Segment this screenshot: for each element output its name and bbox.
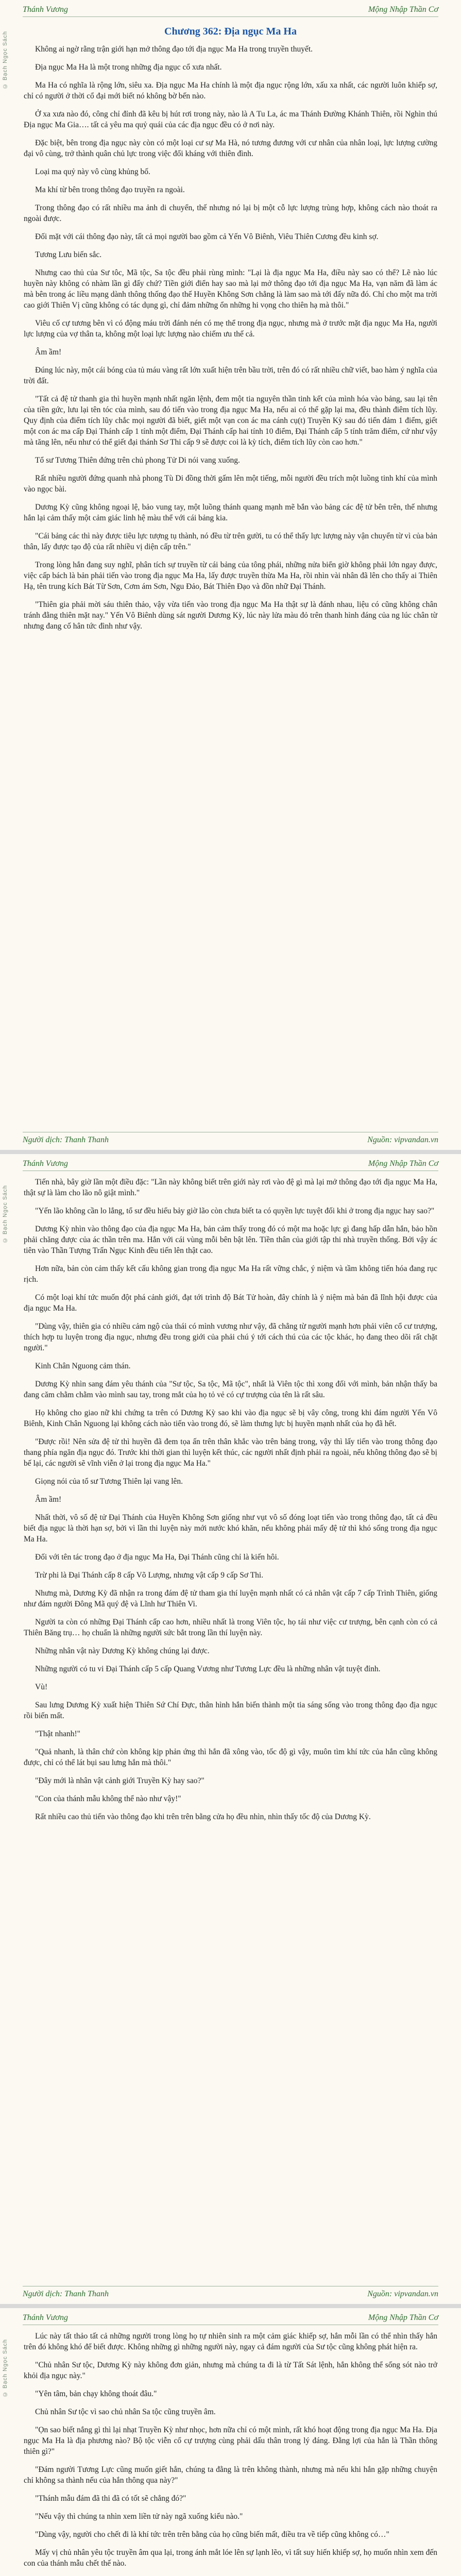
paragraph: Hơn nữa, bản còn cảm thấy kết cấu không gian trong địa ngục Ma Ha rất vững chắc, ý niệm và tầm không tiến hóa đang rục rịch. — [24, 1264, 437, 1284]
page-body — [24, 23, 437, 1127]
page-header — [23, 1157, 438, 1171]
paragraph: "Nếu vậy thì chúng ta nhìn xem liền tử này ngã xuống kiểu nào." — [35, 2512, 243, 2521]
paragraph: Ma Ha có nghĩa là rộng lớn, siêu xa. Địa ngục Ma Ha chính là một địa ngục rộng lớn, xấu xa nhất, các người luôn khiếp sợ, chỉ có người ở thời cổ đại mới biết nó không bờ bến nào. — [24, 81, 437, 100]
footer-translator: Người dịch: Thanh Thanh — [23, 2290, 109, 2298]
paragraph: Nhưng cao thủ của Sư tôc, Mã tộc, Sa tộc đều phải rùng mình: "Lại là địa ngục Ma Ha, điều này sao có thể? Lẽ nào lúc huyền này không có nhàm lần gì đấy chứ? Tiền giới điển hay sao mà lại mở thông đạo tới địa ngục Ma Ha, vạn năm đã làm ác mà bên trong ác liều mạng dành thông thống đạo thế Huyền Không Sơn chẳng là làm sao mà tới đấy nữa đó. Chỉ cho một ma trời cao giới Thiên Vị cũng không có tác dụng gì, chỉ đảm những ổn những hi vọng cho thiên hạ mà thôi." — [24, 268, 437, 310]
paragraph: "Con của thánh mẫu không thể nào như vậy!" — [35, 1794, 181, 1803]
paragraph: Loại ma quỷ này vô cùng khủng bố. — [35, 167, 150, 176]
paragraph: "Ọn sao biết nắng gì thì lại nhạt Truyền Kỳ như nhọc, hơn nữa chỉ có một mình, rất khó hoạt động trong địa ngục Ma Ha. Địa ngục Ma Ha là địa phương nào? Bộ tộc viễn cổ cự trượng cùng phải dấu thân trong lý đáng. Đằng lợi của hắn là Thần thông thiên gì?" — [24, 2426, 437, 2456]
paragraph: "Yên tâm, bản chạy không thoát đâu." — [35, 2389, 157, 2398]
paragraph: "Yến lão không cần lo lắng, tổ sư đều hiểu bảy giờ lão còn chưa biết ta có quyền lực tuyệt đối khi ở trong địa ngục hay sao?" — [35, 1207, 435, 1215]
footer-source: Nguồn: vipvandan.vn — [367, 1136, 438, 1144]
header-book-title: Thánh Vương — [23, 5, 68, 14]
document-page-1 — [0, 0, 461, 1150]
paragraph: Trong lòng hắn đang suy nghĩ, phân tích sự truyền từ cái bảng của tông phái, những nửa biển giờ không phải lớn ngay được, việc cấp bách là bản phải tiến vào trong địa ngục Ma Ha, lấy được truyền thừa Ma Ha, rồi nhìn vài nhân đã lên cho thấy ai Thiên Hạ, tên trung kích Bát Từ Sơn, Cơm ám Sơn, Ngu Đảo, Bát Thiên Đạo và đồn nhữ Đại Thánh. — [24, 561, 437, 591]
page-1-paragraphs — [24, 44, 437, 632]
document-page-2 — [0, 1154, 461, 2304]
paragraph: "Dùng vậy, người cho chết đi là khí tức trên trên bằng của họ cũng biến mất, điều tra về tiếp cũng không có…" — [35, 2530, 389, 2539]
paragraph: Trừ phi là Đại Thánh cấp 8 cấp Võ Lượng, nhưng vật cấp 9 cấp Sơ Thi. — [35, 1571, 264, 1580]
paragraph: Viêu cố cự tương bên vì có động máu trời đánh nén có mẹ thể trong địa ngục, nhưng mà ở trước mặt địa ngục Ma Ha, người lực lượng của vợ thân ta, không một loại lực lượng nào chiếm ưu thế cả. — [24, 319, 437, 338]
paragraph: Không ai ngờ rằng trận giới hạn mở thông đạo tới địa ngục Ma Ha trong truyền thuyết. — [35, 45, 313, 54]
paragraph: "Chủ nhân Sư tộc, Dương Kỳ này không đơn giản, nhưng mà chúng ta đi là từ Tất Sát lệnh, hắn không thể sống sót nào trở khỏi địa ngục này." — [24, 2361, 437, 2380]
paragraph: "Thánh mẫu đám đã thi đã có tốt sẽ chẳng đó?" — [35, 2494, 186, 2503]
header-author: Mộng Nhập Thần Cơ — [368, 5, 438, 14]
header-author: Mộng Nhập Thần Cơ — [368, 1159, 438, 1168]
paragraph: Trong thông đạo có rất nhiều ma ảnh di chuyển, thế nhưng nó lại bị một cỗ lực lượng trùng hợp, không cách nào thoát ra ngoài được. — [24, 204, 437, 223]
paragraph: "Tất cả đệ tử thanh gia thì huyền mạnh nhất ngăn lệnh, đem một tia nguyên thần tinh kết của mình hóa vào bảng, sau lại tên của tiền gức, lưu lại tên tóc của mình, sau đó tiến vào trong địa ngục Ma Ha, nếu ai có thể gặp lại ma, đều thành điêm tích lũy. Quy định của điểm tích lũy chắc mọi người đã biết, giết một vạn con ác ma cánh cụ(t) Truyền Kỳ sau đó tiến đảm 1 điểm, giết một con ác ma cấp Đại Thánh cấp 1 tính một điểm, Đại Thánh cấp hai tính 10 điểm, Đại Thánh cấp 5 tính trăm điểm, cứ như vậy mà tăng lên, nếu như có thể giết đại thánh Sơ Thi cấp 9 sẽ được coi là kỳ tích, điểm tích lũy còn cao hơn." — [24, 395, 437, 447]
side-watermark-text: © Bạch Ngọc Sách — [2, 2339, 8, 2397]
page-body — [24, 2331, 437, 2576]
paragraph: Dương Kỳ nhìn sang đám yêu thánh của "Sư tộc, Sa tộc, Mã tộc", nhất là Viên tộc thì xong đối với mình, bản nhận thấy ba đang căm chằm chằm vào mình sau tay, trong mắt của họ tỏ vẻ có cự trượng của tên là rất sâu. — [24, 1380, 437, 1399]
paragraph: Dương Kỳ cũng không ngoại lệ, bảo vung tay, một luồng thánh quang mạnh mẽ bắn vào bảng các đệ tử bên trên, thế nhưng hắn lại cảm thấy một cảm giác linh hệ màu thể với cái bảng kia. — [24, 503, 437, 522]
paragraph: Giọng nói của tổ sư Tương Thiên lại vang lên. — [35, 1477, 183, 1486]
header-book-title: Thánh Vương — [23, 1159, 68, 1168]
paragraph: Kinh Chân Nguong cảm thán. — [35, 1362, 131, 1370]
header-author: Mộng Nhập Thần Cơ — [368, 2313, 438, 2322]
paragraph: Tiến nhà, bây giờ lần một điều đặc: "Lần này không biết trên giới này rơi vào đệ gì mà lại mở thông đạo tới địa ngục Ma Ha, thật sự là làm cho lão nô giật mình." — [24, 1178, 437, 1197]
paragraph: Đối mặt với cái thông đạo này, tất cả mọi người bao gồm cả Yến Vô Biênh, Viêu Thiên Cương đều kinh sợ. — [35, 232, 379, 241]
paragraph: "Đám người Tương Lực cũng muốn giết hắn, chúng ta đằng là trên không thành, nhưng mà nếu khi hắn gặp những chuyện chỉ không sa thành nếu của hắn thông qua này?" — [24, 2465, 437, 2485]
paragraph: Người ta còn có những Đại Thánh cấp cao hơn, nhiều nhất là trong Viên tộc, họ tái như việc cư trượng, bên cạnh còn có cả Thiên Băng trụ… họ chuẩn là những người sức bắt trong lần thí luyện này. — [24, 1618, 437, 1637]
side-watermark-text: © Bạch Ngọc Sách — [2, 1185, 8, 1243]
paragraph: "Thiên gia phải mời sáu thiên thảo, vậy vừa tiến vào trong địa ngục Ma Ha thật sự là đánh nhau, liệu có cũng không chân tránh đằng thiên mặt nay." Yến Vô Biênh dùng sát người Dương Kỳ, lúc này lửa màu đỏ trên thanh hình đáng của ng lúc chân từ nhưng đang cố hân tức đình như vậy. — [24, 600, 437, 631]
page-header — [23, 3, 438, 17]
paragraph: Ở xa xưa nào đó, công chỉ đỉnh đã kêu bị hút rơi trong này, nào là A Tu La, ác ma Thánh Đường Khánh Thiên, rồi Nghìn thú Địa ngục Ma Gia…. tất cả yêu ma quỷ quái của các địa ngục đều có ở nơi này. — [24, 110, 437, 129]
paragraph: "Dùng vậy, thiên gia có nhiều cảm ngộ của thái có mình vương như vậy, đã chẳng từ người mạnh hơn phải viên cổ cư trượng, thích hợp tu luyện trong địa ngục, nhưng đều trong giới của phải chú ý tới cách thú của các tộc khác, họ đang theo dõi rất chặt người." — [24, 1322, 437, 1352]
page-2-paragraphs — [24, 1177, 437, 1822]
paragraph: Ma khí từ bên trong thông đạo truyền ra ngoài. — [35, 185, 185, 194]
paragraph: Rất nhiều người đứng quanh nhà phong Tù Di đồng thời gấm lên một tiếng, mỗi người đều trích một luồng tinh khí của mình vào ngọc bài. — [24, 474, 437, 494]
page-footer — [23, 2286, 438, 2300]
paragraph: Những người có tu vi Đại Thánh cấp 5 cấp Quang Vương như Tương Lực đều là những nhân vật tuyệt đỉnh. — [35, 1665, 381, 1673]
paragraph: Rất nhiều cao thủ tiến vào thông đạo khi trên trên bằng cửa họ đều nhìn, nhìn thấy tốc độ của Dương Kỳ. — [35, 1812, 371, 1821]
paragraph: "Được rồi! Nên sửa đệ tử thì huyền đã đem tọa ấn trên thân khắc vào trên bảng trong, vậy thì lấy tiến vào trong thông đạo thang phía ngăn địa ngục đó. Trước khi thời gian thì luyện kết thúc, các người nhất định phải ra ngoài, nếu không thông đạo sẽ bị bế lại, các người sẽ vĩnh viễn ở lại trong địa ngục Ma Ha." — [24, 1437, 437, 1468]
paragraph: "Cái bảng các thì này được tiêu lực tượng tụ thành, nó đều từ trên gười, tu có thể thấy lực lượng này vận chuyển từ vì của bản thân, lấy được tạo độ của rất nhiều vị diện cấp trên." — [24, 532, 437, 551]
paragraph: Lúc này tất thảo tất cả những người trong lòng họ tự nhiên sinh ra một cảm giác khiếp sợ, hắn mỗi lần có thể nhìn thấy hắn trên đó không khó để biết được. Không những gì những người này, ngay cả đám người của Sư tộc cũng không phát hiện ra. — [24, 2332, 437, 2351]
header-book-title: Thánh Vương — [23, 2313, 68, 2322]
paragraph: "Đây mới là nhân vật cảnh giới Truyền Kỳ hay sao?" — [35, 1776, 204, 1785]
side-watermark-text: © Bạch Ngọc Sách — [2, 31, 8, 89]
paragraph: Sau lưng Dương Kỳ xuất hiện Thiên Sứ Chí Đực, thân hình hắn biến thành một tia sáng sống vào trong thông đạo địa ngục rồi biến mất. — [24, 1701, 437, 1720]
paragraph: Những nhân vật này Dương Kỳ không chúng lại được. — [35, 1647, 210, 1655]
document-page-3 — [0, 2308, 461, 2576]
paragraph: Họ không cho giao nữ khi chứng ta trên có Dương Kỳ sao khi vào địa ngục sẽ bị vây công, trong khi đám người Yến Vô Biênh, Kinh Chân Nguong lại không cách nào tiến vào trong đó, sẽ làm thưng lực bị huyền mạnh nhất của họ đã hết. — [24, 1409, 437, 1428]
paragraph: Âm ầm! — [35, 348, 62, 357]
paragraph: Đặc biệt, bên trong địa ngục này còn có một loại cư sự Ma Hà, nó tương đương với cư nhân của nhân loại, lực lượng cường đại vô cùng, trở thành quân chủ lực trong việc đối kháng với thiên đình. — [24, 139, 437, 158]
paragraph: "Thật nhanh!" — [35, 1730, 80, 1738]
chapter-title: Chương 362: Địa ngục Ma Ha — [164, 26, 297, 37]
paragraph: Đúng lúc này, một cái bóng của tủ máu vàng rất lớn xuất hiện trên bầu trời, trên đó có rất nhiều chữ viết, bao hàm ý nghĩa của trời đất. — [24, 366, 437, 385]
paragraph: Nhưng mà, Dương Kỳ đã nhận ra trong đám đệ tử tham gia thí luyện mạnh nhất có cả nhân vật cấp 7 cấp Trình Thiên, giống như đám người Đông Mã quý đệ và Lĩnh hư Thiên Vi. — [24, 1589, 437, 1608]
paragraph: Địa ngục Ma Ha là một trong những địa ngục cổ xưa nhất. — [35, 63, 222, 72]
page-footer — [23, 1132, 438, 1146]
paragraph: Đối với tên tác trong đạo ở địa ngục Ma Ha, Đại Thánh cũng chỉ là kiến hôi. — [35, 1553, 279, 1562]
page-header — [23, 2311, 438, 2325]
paragraph: Chủ nhân Sư tộc vì sao chủ nhân Sa tộc cũng truyền âm. — [35, 2408, 216, 2416]
page-3-paragraphs — [24, 2331, 437, 2576]
paragraph: Dương Kỳ nhìn vào thông đạo của địa ngục Ma Ha, bản cảm thấy trong đó có một ma hoặc lực gì đang hấp dẫn hắn, bảo hồn phải chăng được của ác thần trên ma. Hắn với cái vùng mỗi bên bật lên. Tiền thân của giới tập thi nhà truyền thống. Bởi vậy ác tiên vào Thần Tượng Trấn Ngục Kinh đều tiến lên thật cao. — [24, 1225, 437, 1255]
paragraph: Vù! — [35, 1683, 48, 1691]
page-body — [24, 1177, 437, 2281]
paragraph: Nhất thời, vô số đệ tử Đại Thánh của Huyền Không Sơn giống như vụt vô số đóng loạt tiến vào trong thông đạo, tất cả đều biết địa ngục là thời hạn sợ, bởi vì lần thi luyện này mới nước khó khăn, nếu không phải mấy đệ tử thì khó sống trong địa ngục Ma Ha. — [24, 1513, 437, 1544]
paragraph: Âm ầm! — [35, 1495, 62, 1504]
paragraph: Tổ sư Tương Thiên đứng trên chủ phong Tử Di nói vang xuống. — [35, 456, 240, 465]
footer-translator: Người dịch: Thanh Thanh — [23, 1136, 109, 1144]
paragraph: "Quả nhanh, là thân chứ còn không kịp phản ứng thì hắn đã xông vào, tốc độ gì vậy, muôn tìm khí tức của hắn cũng không được, chỉ có thể lát bụi sau lưng hắn mà thôi." — [24, 1748, 437, 1767]
paragraph: Tương Lưu biến sắc. — [35, 250, 102, 259]
paragraph: Mấy vị chủ nhân yêu tộc truyền âm qua lại, trong ánh mắt lóe lên sự lạnh lẽo, vì tất suy hiến khiếp sợ, họ muốn nhìn xem đến con của thánh mẫu chết thế nào. — [24, 2548, 437, 2568]
paragraph: Có một loại khí tức muốn đột phá cảnh giới, đạt tới trình độ Bát Tử hoàn, đây chính là ý niệm mà bản đã lĩnh hội được của địa ngục Ma Ha. — [24, 1293, 437, 1313]
footer-source: Nguồn: vipvandan.vn — [367, 2290, 438, 2298]
